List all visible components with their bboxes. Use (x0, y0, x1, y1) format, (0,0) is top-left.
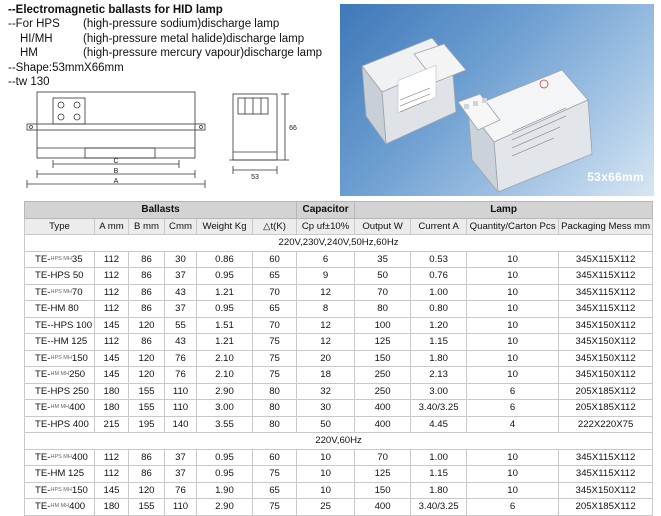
table-cell: 37 (165, 301, 197, 318)
model-prefix: TE- (35, 369, 51, 381)
model-variant-mark: HPS MH (50, 354, 72, 361)
column-header: △t(K) (253, 218, 297, 235)
model-cell (25, 268, 95, 285)
model-cell (25, 350, 95, 367)
table-cell: 70 (355, 284, 411, 301)
model-variant-mark: HPS MH (50, 288, 72, 295)
table-cell: 120 (129, 367, 165, 384)
table-cell: 345X150X112 (559, 350, 653, 367)
table-cell: 1.51 (197, 317, 253, 334)
model-wattage: 400 (71, 451, 88, 463)
model-prefix: TE-HPS 50 (35, 270, 84, 282)
ballast-unit-back (362, 38, 466, 144)
table-cell: 180 (95, 400, 129, 417)
table-cell: 86 (129, 334, 165, 351)
lamp-desc: (high-pressure metal halide)discharge lamp (83, 32, 305, 45)
table-cell: 345X115X112 (559, 449, 653, 466)
table-cell: 0.80 (411, 301, 467, 318)
table-cell: 155 (129, 499, 165, 516)
model-cell (25, 317, 95, 334)
table-cell: 400 (355, 499, 411, 516)
table-cell: 76 (165, 350, 197, 367)
table-cell: 3.40/3.25 (411, 499, 467, 516)
intro-title: --Electromagnetic ballasts for HID lamp (8, 4, 223, 16)
table-cell: 345X115X112 (559, 284, 653, 301)
table-cell: 20 (297, 350, 355, 367)
table-cell: 10 (467, 334, 559, 351)
table-cell: 10 (467, 284, 559, 301)
model-prefix: TE-HM 80 (35, 303, 79, 315)
table-row (25, 334, 653, 351)
table-row (25, 317, 653, 334)
group-header-row (25, 202, 653, 219)
table-cell: 112 (95, 251, 129, 268)
table-cell: 80 (355, 301, 411, 318)
table-cell: 1.15 (411, 334, 467, 351)
table-cell: 32 (297, 383, 355, 400)
lamp-key: HI/MH (20, 32, 53, 45)
side-view-drawing (229, 94, 289, 174)
column-header: Type (25, 218, 95, 235)
model-cell (25, 251, 95, 268)
table-cell: 50 (297, 416, 355, 433)
table-cell: 2.13 (411, 367, 467, 384)
table-cell: 222X220X75 (559, 416, 653, 433)
intro-block (8, 3, 322, 89)
table-cell: 125 (355, 466, 411, 483)
table-row (25, 400, 653, 417)
ballast-unit-front (458, 70, 592, 192)
table-cell: 75 (253, 367, 297, 384)
model-wattage: 70 (71, 286, 83, 298)
table-cell: 50 (355, 268, 411, 285)
table-cell: 10 (467, 449, 559, 466)
group-header-ballasts: Ballasts (25, 202, 297, 219)
group-header-capacitor: Capacitor (297, 202, 355, 219)
ballast-units-illustration (340, 4, 654, 196)
table-cell: 37 (165, 466, 197, 483)
table-cell: 345X115X112 (559, 251, 653, 268)
table-cell: 6 (467, 383, 559, 400)
table-cell: 345X150X112 (559, 482, 653, 499)
model-prefix: TE- (35, 286, 51, 298)
table-cell: 120 (129, 482, 165, 499)
table-cell: 6 (467, 400, 559, 417)
table-cell: 180 (95, 499, 129, 516)
table-cell: 10 (297, 466, 355, 483)
table-cell: 150 (355, 482, 411, 499)
spec-table-body (25, 235, 653, 516)
table-cell: 195 (129, 416, 165, 433)
column-header: Quantity/Carton Pcs (467, 218, 559, 235)
model-wattage: 150 (71, 484, 88, 496)
table-cell: 10 (467, 301, 559, 318)
table-cell: 8 (297, 301, 355, 318)
spec-table (24, 201, 653, 516)
column-header: Weight Kg (197, 218, 253, 235)
model-prefix: TE- (35, 253, 51, 265)
voltage-section-row (25, 433, 653, 450)
table-row (25, 383, 653, 400)
table-cell: 9 (297, 268, 355, 285)
model-cell (25, 301, 95, 318)
table-cell: 70 (253, 284, 297, 301)
model-wattage: 35 (71, 253, 83, 265)
model-wattage: 250 (69, 369, 86, 381)
table-cell: 10 (467, 350, 559, 367)
table-row (25, 416, 653, 433)
table-cell: 25 (297, 499, 355, 516)
table-cell: 65 (253, 301, 297, 318)
table-cell: 345X150X112 (559, 334, 653, 351)
table-cell: 112 (95, 334, 129, 351)
table-cell: 35 (355, 251, 411, 268)
table-cell: 2.10 (197, 367, 253, 384)
intro-shape: --Shape:53mmX66mm (8, 61, 124, 74)
table-cell: 86 (129, 301, 165, 318)
model-cell (25, 400, 95, 417)
model-wattage: 150 (71, 352, 88, 364)
table-cell: 112 (95, 268, 129, 285)
table-cell: 2.10 (197, 350, 253, 367)
table-cell: 86 (129, 268, 165, 285)
table-cell: 0.95 (197, 466, 253, 483)
lamp-desc: (high-pressure mercury vapour)discharge lamp (83, 47, 323, 60)
column-header: Output W (355, 218, 411, 235)
lamp-desc: (high-pressure sodium)discharge lamp (83, 18, 280, 31)
intro-tw: --tw 130 (8, 76, 50, 89)
table-cell: 86 (129, 251, 165, 268)
table-cell: 55 (165, 317, 197, 334)
table-cell: 112 (95, 449, 129, 466)
technical-drawing (25, 88, 325, 196)
table-cell: 120 (129, 317, 165, 334)
table-cell: 1.15 (411, 466, 467, 483)
table-cell: 1.21 (197, 284, 253, 301)
table-cell: 3.00 (197, 400, 253, 417)
model-cell (25, 416, 95, 433)
table-cell: 150 (355, 350, 411, 367)
column-header: Packaging Mess mm (559, 218, 653, 235)
table-cell: 60 (253, 449, 297, 466)
column-header: Cp uf±10% (297, 218, 355, 235)
table-cell: 110 (165, 400, 197, 417)
table-cell: 155 (129, 383, 165, 400)
table-cell: 145 (95, 367, 129, 384)
model-variant-mark: HPS MH (50, 255, 72, 262)
column-header-row (25, 218, 653, 235)
table-cell: 1.21 (197, 334, 253, 351)
table-cell: 345X115X112 (559, 466, 653, 483)
model-cell (25, 367, 95, 384)
product-photo (340, 4, 654, 196)
column-header: Cmm (165, 218, 197, 235)
model-cell (25, 449, 95, 466)
table-cell: 10 (467, 317, 559, 334)
intro-line-hm (8, 46, 322, 60)
table-cell: 18 (297, 367, 355, 384)
model-wattage: 400 (69, 501, 86, 513)
model-prefix: TE-HM 125 (35, 468, 85, 480)
voltage-section-row (25, 235, 653, 252)
table-cell: 76 (165, 367, 197, 384)
table-row (25, 284, 653, 301)
model-variant-mark: HM MH (50, 503, 70, 510)
model-prefix: TE- (35, 402, 51, 414)
table-cell: 345X150X112 (559, 367, 653, 384)
column-header: B mm (129, 218, 165, 235)
table-cell: 1.90 (197, 482, 253, 499)
table-cell: 37 (165, 268, 197, 285)
table-cell: 30 (297, 400, 355, 417)
model-prefix: TE- (35, 501, 51, 513)
table-row (25, 350, 653, 367)
table-cell: 1.00 (411, 284, 467, 301)
table-cell: 75 (253, 334, 297, 351)
table-cell: 100 (355, 317, 411, 334)
table-cell: 65 (253, 482, 297, 499)
table-cell: 125 (355, 334, 411, 351)
model-cell (25, 383, 95, 400)
table-cell: 0.86 (197, 251, 253, 268)
table-row (25, 268, 653, 285)
table-cell: 345X150X112 (559, 317, 653, 334)
table-cell: 180 (95, 383, 129, 400)
table-cell: 2.90 (197, 383, 253, 400)
intro-line-himh (8, 32, 322, 46)
table-row (25, 449, 653, 466)
table-cell: 215 (95, 416, 129, 433)
table-cell: 10 (467, 482, 559, 499)
table-cell: 80 (253, 383, 297, 400)
model-prefix: TE--HPS 100 (35, 319, 93, 331)
table-cell: 1.80 (411, 350, 467, 367)
table-cell: 140 (165, 416, 197, 433)
group-header-lamp: Lamp (355, 202, 653, 219)
table-cell: 4.45 (411, 416, 467, 433)
table-cell: 0.53 (411, 251, 467, 268)
voltage-section-label: 220V,230V,240V,50Hz,60Hz (25, 235, 653, 252)
table-cell: 6 (467, 499, 559, 516)
table-cell: 75 (253, 466, 297, 483)
table-cell: 250 (355, 383, 411, 400)
column-header: A mm (95, 218, 129, 235)
table-cell: 145 (95, 350, 129, 367)
table-cell: 37 (165, 449, 197, 466)
table-cell: 12 (297, 284, 355, 301)
lamp-key: --For HPS (8, 18, 60, 31)
table-row (25, 251, 653, 268)
photo-caption: 53x66mm (587, 170, 644, 184)
table-cell: 10 (467, 466, 559, 483)
table-cell: 250 (355, 367, 411, 384)
table-cell: 3.40/3.25 (411, 400, 467, 417)
table-cell: 3.00 (411, 383, 467, 400)
table-cell: 155 (129, 400, 165, 417)
table-cell: 10 (467, 251, 559, 268)
table-cell: 12 (297, 317, 355, 334)
model-prefix: TE- (35, 451, 51, 463)
table-cell: 120 (129, 350, 165, 367)
table-cell: 0.76 (411, 268, 467, 285)
table-cell: 0.95 (197, 301, 253, 318)
table-row (25, 482, 653, 499)
table-cell: 0.95 (197, 449, 253, 466)
model-variant-mark: HPS MH (50, 453, 72, 460)
table-cell: 80 (253, 416, 297, 433)
table-cell: 30 (165, 251, 197, 268)
table-cell: 10 (297, 482, 355, 499)
model-cell (25, 466, 95, 483)
table-cell: 10 (467, 268, 559, 285)
model-cell (25, 334, 95, 351)
table-cell: 65 (253, 268, 297, 285)
table-cell: 345X115X112 (559, 268, 653, 285)
table-cell: 43 (165, 284, 197, 301)
table-cell: 400 (355, 400, 411, 417)
table-cell: 76 (165, 482, 197, 499)
table-cell: 3.55 (197, 416, 253, 433)
model-variant-mark: HPS MH (50, 486, 72, 493)
table-cell: 86 (129, 284, 165, 301)
table-cell: 43 (165, 334, 197, 351)
table-cell: 12 (297, 334, 355, 351)
model-wattage: 400 (69, 402, 86, 414)
table-cell: 75 (253, 499, 297, 516)
table-row (25, 466, 653, 483)
table-cell: 205X185X112 (559, 400, 653, 417)
table-cell: 80 (253, 400, 297, 417)
table-cell: 70 (253, 317, 297, 334)
table-cell: 145 (95, 482, 129, 499)
table-cell: 110 (165, 383, 197, 400)
table-cell: 2.90 (197, 499, 253, 516)
lamp-key: HM (20, 47, 38, 60)
table-cell: 145 (95, 317, 129, 334)
table-cell: 112 (95, 301, 129, 318)
column-header: Current A (411, 218, 467, 235)
dim-a-label: A (113, 178, 119, 185)
table-cell: 1.80 (411, 482, 467, 499)
dim-b-label: B (113, 168, 119, 175)
table-cell: 86 (129, 466, 165, 483)
table-cell: 205X185X112 (559, 499, 653, 516)
model-cell (25, 284, 95, 301)
table-cell: 86 (129, 449, 165, 466)
table-cell: 6 (297, 251, 355, 268)
table-cell: 400 (355, 416, 411, 433)
table-cell: 112 (95, 284, 129, 301)
model-prefix: TE- (35, 484, 51, 496)
dim-height-label: 66 (289, 125, 297, 132)
table-cell: 75 (253, 350, 297, 367)
model-variant-mark: HM MH (50, 371, 70, 378)
table-cell: 1.20 (411, 317, 467, 334)
table-cell: 110 (165, 499, 197, 516)
dim-c-label: C (113, 158, 119, 165)
table-row (25, 301, 653, 318)
intro-line-hps (8, 17, 322, 31)
table-cell: 1.00 (411, 449, 467, 466)
table-cell: 112 (95, 466, 129, 483)
table-cell: 10 (297, 449, 355, 466)
model-prefix: TE-HPS 250 (35, 385, 89, 397)
model-prefix: TE--HM 125 (35, 336, 88, 348)
table-cell: 4 (467, 416, 559, 433)
table-cell: 0.95 (197, 268, 253, 285)
model-variant-mark: HM MH (50, 404, 70, 411)
model-prefix: TE- (35, 352, 51, 364)
voltage-section-label: 220V,60Hz (25, 433, 653, 450)
table-cell: 205X185X112 (559, 383, 653, 400)
model-prefix: TE-HPS 400 (35, 418, 89, 430)
table-cell: 345X115X112 (559, 301, 653, 318)
table-cell: 60 (253, 251, 297, 268)
table-cell: 10 (467, 367, 559, 384)
table-cell: 70 (355, 449, 411, 466)
dim-width-label: 53 (251, 174, 259, 181)
model-cell (25, 482, 95, 499)
table-row (25, 367, 653, 384)
